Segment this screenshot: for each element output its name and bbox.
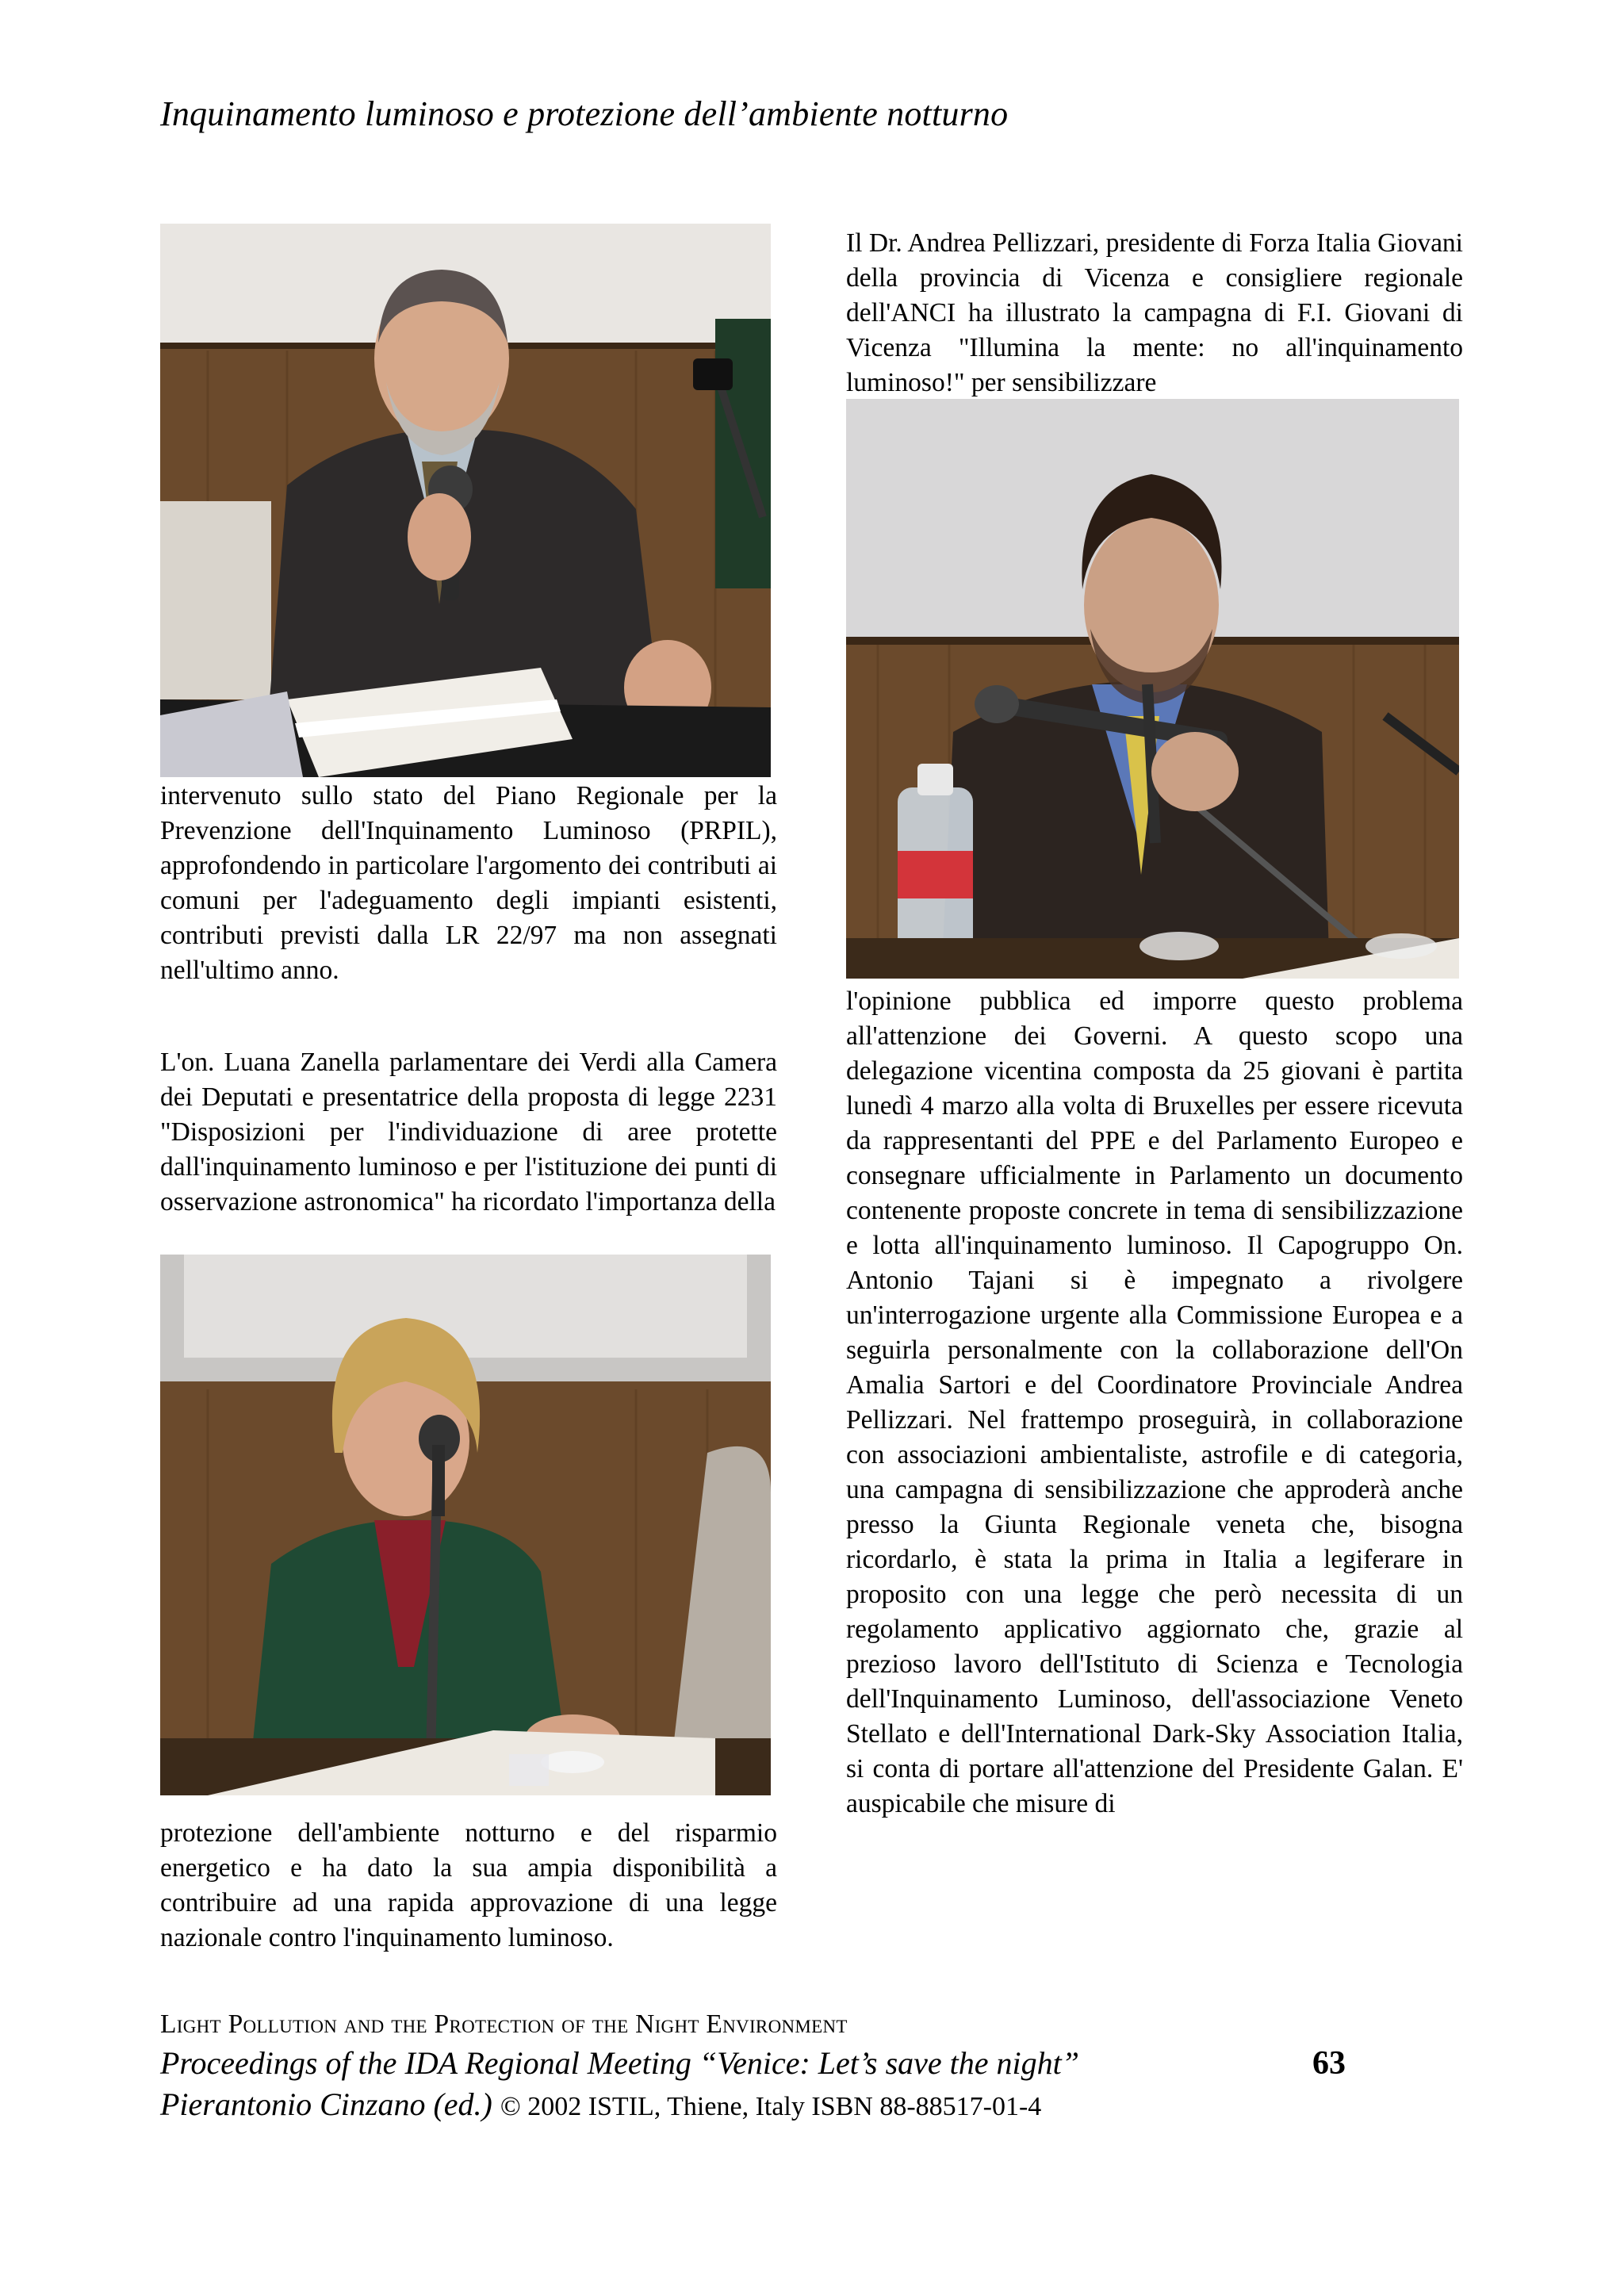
left-column-paragraph-2: L'on. Luana Zanella parlamentare dei Verdi alla Camera dei Deputati e presentatrice della proposta di legge 2231 "Disposizioni per l'individuazione di aree protette dall'inquinamento luminoso e per l'istituzione dei punti di osservazione astronomica" ha ricordato l'importanza della — [160, 1048, 777, 1216]
left-column-paragraph-3: protezione dell'ambiente notturno e del risparmio energetico e ha dato la sua ampia disponibilità a contribuire ad una rapida approvazione di una legge nazionale contro l'inquinamento luminoso. — [160, 1818, 777, 1952]
photo-speaker-woman — [160, 1255, 771, 1795]
footer-citation — [160, 2084, 1350, 2128]
footer-editor: Pierantonio Cinzano (ed.) — [160, 2086, 492, 2122]
page-footer — [160, 2006, 1350, 2128]
footer-series-title: Light Pollution and the Protection of the Night Environment — [160, 2009, 848, 2039]
photo-speaker-bearded — [160, 224, 771, 777]
right-column-paragraph-1: Il Dr. Andrea Pellizzari, presidente di Forza Italia Giovani della provincia di Vicenza e consigliere regionale dell'ANCI ha illustrato la campagna di F.I. Giovani di Vicenza "Illumina la mente: no all'inquinamento luminoso!" per sensibilizzare — [846, 228, 1463, 397]
running-header: Inquinamento luminoso e protezione dell’ambiente notturno — [160, 94, 1009, 133]
footer-publisher: © 2002 ISTIL, Thiene, Italy ISBN 88-88517-01-4 — [500, 2092, 1042, 2121]
right-column-paragraph-2: l'opinione pubblica ed imporre questo problema all'attenzione dei Governi. A questo scopo una delegazione vicentina composta da 25 giovani è partita lunedì 4 marzo alla volta di Bruxelles per essere ricevuta da rappresentanti del PPE e del Parlamento Europeo e consegnare ufficialmente in Parlamento un documento contenente proposte concrete in tema di sensibilizzazione e lotta all'inquinamento luminoso. Il Capogruppo On. Antonio Tajani si è impegnato a rivolgere un'interrogazione urgente alla Commissione Europea e a seguirla personalmente con la collaborazione dell'On Amalia Sartori e del Coordinatore Provinciale Andrea Pellizzari. Nel frattempo proseguirà, in collaborazione con associazioni ambientaliste, astrofile e di categoria, una campagna di sensibilizzazione che approderà anche presso la Giunta Regionale veneta che, bisogna ricordarlo, è stata la prima in Italia a legiferare in proposito con una legge che però necessita di un regolamento applicativo aggiornato che, grazie al prezioso lavoro dell'Istituto di Scienza e Tecnologia dell'Inquinamento Luminoso, dell'associazione Veneto Stellato e dell'International Dark-Sky Association Italia, si conta di portare all'attenzione del Presidente Galan. E' auspicabile che misure di — [846, 987, 1463, 1818]
photo-speaker-pellizzari — [846, 399, 1459, 979]
footer-proceedings: Proceedings of the IDA Regional Meeting “Venice: Let’s save the night” — [160, 2045, 1080, 2081]
left-column-paragraph-1: intervenuto sullo stato del Piano Regionale per la Prevenzione dell'Inquinamento Luminoso (PRPIL), approfondendo in particolare l'argomento dei contributi ai comuni per l'adeguamento degli impianti esistenti, contributi previsti dalla LR 22/97 ma non assegnati nell'ultimo anno. — [160, 781, 777, 985]
page-number: 63 — [1312, 2045, 1346, 2082]
